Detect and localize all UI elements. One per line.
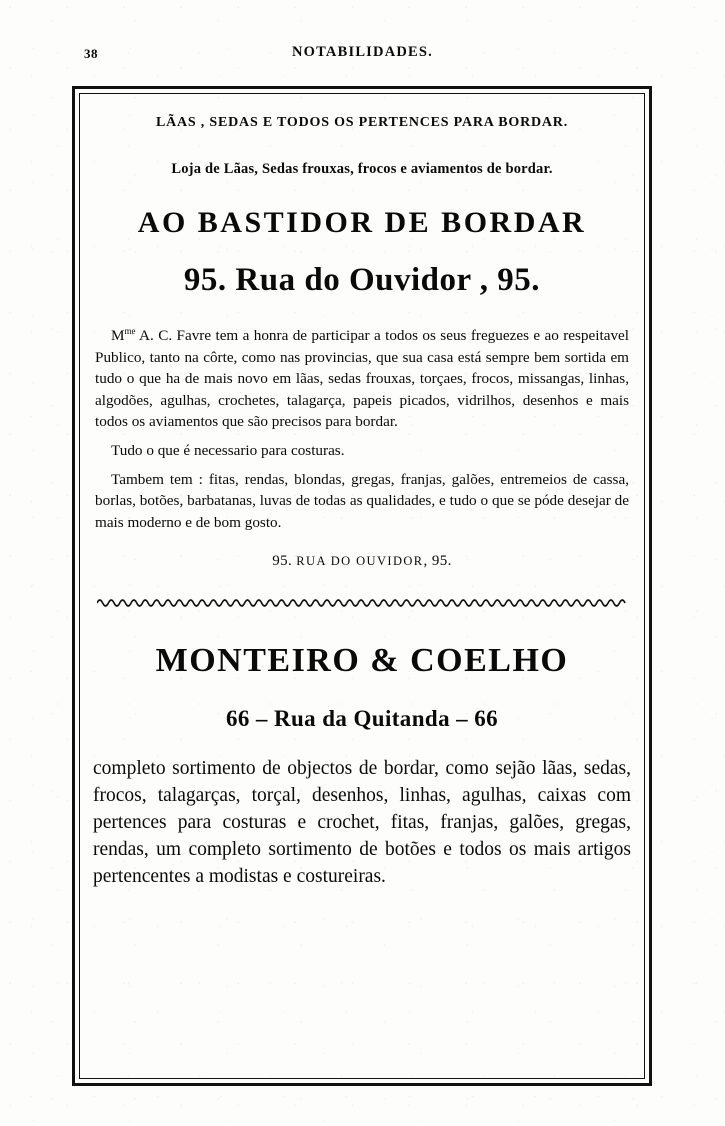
running-head xyxy=(70,44,655,64)
ad1-headline: AO BASTIDOR DE BORDAR xyxy=(137,206,587,239)
ad1-footer-address-street: RUA DO OUVIDOR xyxy=(296,554,424,569)
ad1-banner: LÃAS , SEDAS E TODOS OS PERTENCES PARA BORDAR. xyxy=(155,115,569,130)
ad2-body xyxy=(89,756,635,891)
ad1-subtitle: Loja de Lãas, Sedas frouxas, frocos e aviamentos de bordar. xyxy=(171,161,553,177)
ad1-paragraph-3: Tambem tem : fitas, rendas, blondas, gregas, franjas, galões, entremeios de cassa, borlas, botões, barbatanas, luvas de todas as qualidades, e tudo o que se póde desejar de mais moderno e de bom gosto. xyxy=(95,470,629,531)
ad1-body xyxy=(89,325,635,533)
ad1-footer-address xyxy=(89,553,635,570)
ad1-footer-address-post: , 95. xyxy=(423,553,452,570)
page-number: 38 xyxy=(84,46,98,61)
ad2-headline: MONTEIRO & COELHO xyxy=(155,642,569,680)
ad1-paragraph-1 xyxy=(95,325,629,433)
ad1-madame-superscript: me xyxy=(124,326,136,336)
advertisement-content xyxy=(89,101,635,1073)
running-title: NOTABILIDADES. xyxy=(291,44,434,60)
ad1-madame-abbrev: M xyxy=(111,327,125,345)
ad1-address-heading: 95. Rua do Ouvidor , 95. xyxy=(183,262,541,298)
ad1-paragraph-1-text: A. C. Favre tem a honra de participar a todos os seus freguezes e ao respeitavel Publico, tanto na côrte, como nas provincias, que sua casa está sempre bem sortida em tudo o que ha de mais novo em lãas, sedas frouxas, torçaes, frocos, missangas, linhas, algodões, agulhas, crochetes, talagarça, papeis picados, vidrilhos, desenhos e mais todos os aviamentos que são precisos para bordar. xyxy=(95,327,629,431)
ad2-paragraph: completo sortimento de objectos de bordar, como sejão lãas, sedas, frocos, talagarças, torçal, desenhos, linhas, agulhas, caixas com pertences para costuras e crochet, fitas, franjas, galões, gregas, rendas, um completo sortimento de botões e todos os mais artigos pertencentes a modistas e costureiras. xyxy=(93,758,631,887)
ad1-footer-address-pre: 95. xyxy=(272,553,293,570)
ad2-address-heading: 66 – Rua da Quitanda – 66 xyxy=(225,706,498,732)
ad1-paragraph-2: Tudo o que é necessario para costuras. xyxy=(111,441,345,459)
wavy-divider-ornament xyxy=(97,596,627,610)
advertisement-frame xyxy=(72,86,652,1086)
